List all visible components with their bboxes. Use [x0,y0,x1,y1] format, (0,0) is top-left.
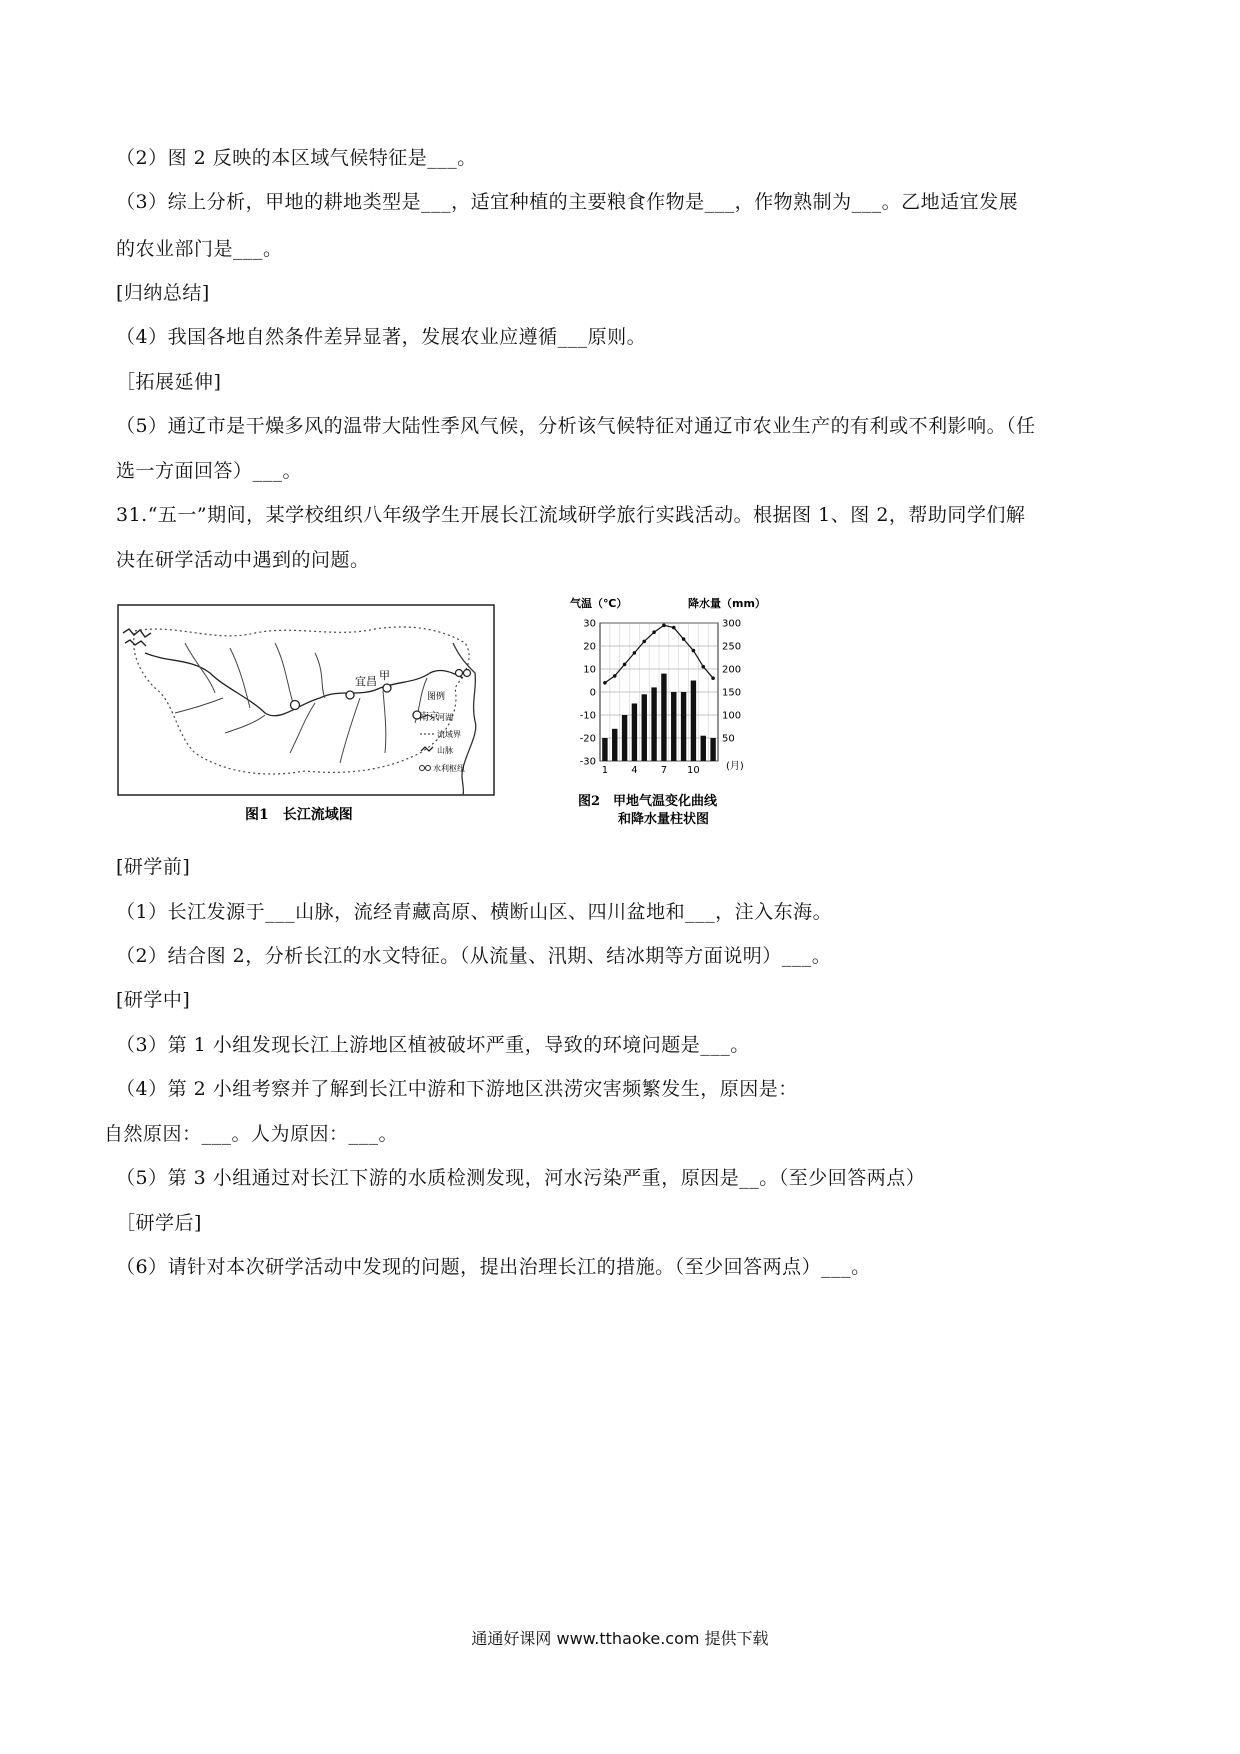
label-nanjing: 南京 [419,712,439,723]
question-30-4: （4）我国各地自然条件差异显著，发展农业应遵循___原则。 [116,326,647,348]
jia-marker [383,684,391,692]
question-31-4-answers: 自然原因：___。人为原因：___。 [104,1123,399,1145]
legend-boundary: 流域界 [437,730,461,739]
temperature-point [672,626,676,630]
question-31-4: （4）第 2 小组考察并了解到长江中游和下游地区洪涝灾害频繁发生，原因是： [116,1078,798,1100]
figure-2-caption-line1: 图2 甲地气温变化曲线 [578,794,718,809]
temperature-point [711,676,715,680]
legend-title: 图例 [427,692,446,702]
question-30-3-line2: 的农业部门是___。 [116,238,283,260]
question-31-3: （3）第 1 小组发现长江上游地区植被破坏严重，导致的环境问题是___。 [116,1034,750,1056]
section-after: ［研学后] [116,1212,202,1234]
x-tick-label: 1 [601,765,609,776]
precipitation-bar [691,681,696,762]
question-31-1: （1）长江发源于___山脉，流经青藏高原、横断山区、四川盆地和___，注入东海。 [116,901,833,923]
month-label: (月) [726,761,744,772]
question-31-6: （6）请针对本次研学活动中发现的问题，提出治理长江的措施。（至少回答两点）___。 [116,1256,871,1278]
right-tick-label: 250 [722,641,742,653]
left-tick-label: 20 [583,641,596,653]
temperature-point [623,663,627,667]
temperature-point [662,624,666,628]
precipitation-bar [612,729,617,761]
question-30-5-line1: （5）通辽市是干燥多风的温带大陆性季风气候，分析该气候特征对通辽市农业生产的有利或不利影响。（任 [116,415,1036,437]
left-tick-label: 10 [583,664,596,676]
left-tick-label: -10 [579,710,596,722]
figure-2-climate-chart [568,593,798,833]
right-tick-label: 300 [722,618,742,630]
x-tick-label: 7 [660,765,668,776]
precipitation-bar [681,692,686,761]
precipitation-bar [701,736,706,761]
right-tick-label: 50 [722,733,735,745]
legend-dam: 水利枢纽 [433,764,465,773]
right-tick-label: 150 [722,687,742,699]
precipitation-bar [642,694,647,761]
left-tick-label: -20 [579,733,596,745]
figure-1-caption: 图1 长江流域图 [245,807,353,823]
question-31-2: （2）结合图 2，分析长江的水文特征。（从流量、汛期、结冰期等方面说明）___。 [116,945,832,967]
legend-dam-symbol-1 [420,766,425,771]
precipitation-bar [710,738,715,761]
precipitation-bar [632,704,637,762]
question-30-5-line2: 选一方面回答）___。 [116,460,303,482]
temperature-point [642,640,646,644]
question-30-3-line1: （3）综上分析，甲地的耕地类型是___，适宜种植的主要粮食作物是___，作物熟制为___。乙地适宜发展 [116,191,1019,213]
section-before: [研学前] [116,856,191,878]
left-tick-label: 30 [583,618,596,630]
section-summary: [归纳总结] [116,282,210,304]
question-31-5: （5）第 3 小组通过对长江下游的水质检测发现，河水污染严重，原因是__。（至少回答两点） [116,1167,926,1189]
temperature-point [633,651,637,655]
question-31-stem-line1: 31.“五一”期间，某学校组织八年级学生开展长江流域研学旅行实践活动。根据图 1、图 2，帮助同学们解 [116,504,1026,526]
temperature-point [692,649,696,653]
yichang-marker [346,691,354,699]
right-axis-title: 降水量（mm） [688,597,766,610]
precipitation-bar [622,715,627,761]
right-tick-label: 200 [722,664,742,676]
legend-river: 河湖 [437,713,453,722]
page-footer: 通通好课网 www.tthaoke.com 提供下载 [471,1629,769,1648]
precipitation-bar [602,738,607,761]
figure-1-map [115,603,497,828]
dam-marker [291,701,300,710]
question-30-2: （2）图 2 反映的本区域气候特征是___。 [116,147,477,169]
left-tick-label: 0 [589,687,596,699]
temperature-point [603,681,607,685]
right-tick-label: 100 [722,710,742,722]
left-axis-title: 气温（℃） [570,597,628,610]
section-extend: ［拓展延伸] [116,371,222,393]
temperature-point [701,665,705,669]
label-jia: 甲 [379,669,390,682]
temperature-point [652,630,656,634]
x-tick-label: 4 [631,765,638,776]
precipitation-bar [651,687,656,761]
dam-marker-east-2 [464,670,471,677]
legend-dam-symbol-2 [426,766,431,771]
legend-mountain: 山脉 [437,746,453,755]
temperature-point [682,637,686,641]
x-tick-label: 10 [687,765,700,776]
precipitation-bar [661,674,666,761]
temperature-point [613,674,617,678]
label-yichang: 宜昌 [355,675,377,688]
figure-2-caption-line2: 和降水量柱状图 [618,812,710,827]
precipitation-bar [671,692,676,761]
section-during: [研学中] [116,989,191,1011]
dam-marker-east-1 [456,670,463,677]
chart-grid [600,623,718,761]
left-tick-label: -30 [579,756,596,768]
question-31-stem-line2: 决在研学活动中遇到的问题。 [116,549,370,571]
